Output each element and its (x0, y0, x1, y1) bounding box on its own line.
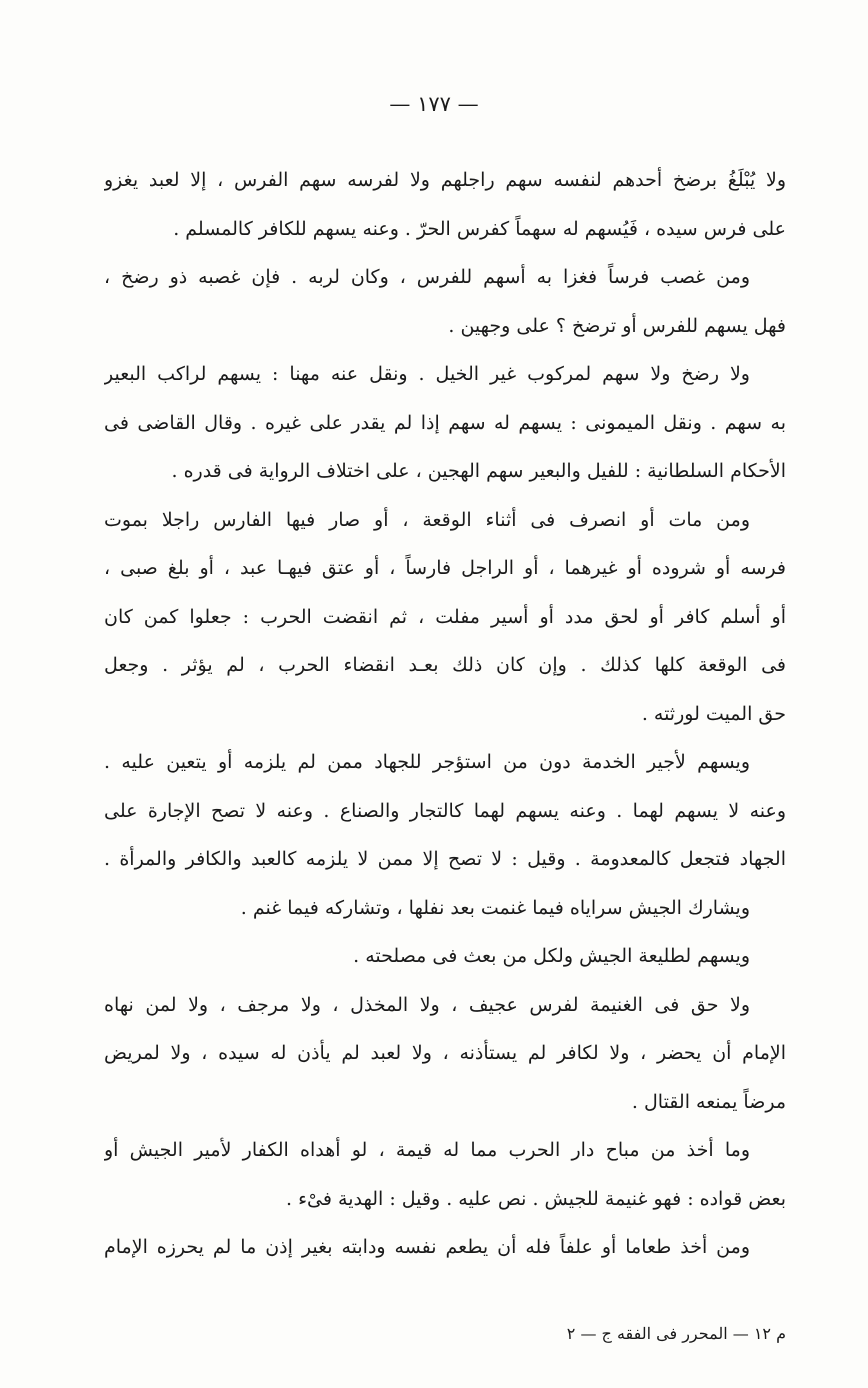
text-line: ولا يُبْلَغُ برضخ أحدهم لنفسه سهم راجلهم ولا لفرسه سهم الفرس ، إلا لعبد يغزو (104, 169, 786, 191)
text-line: ويشارك الجيش سراياه فيما غنمت بعد نفلها ، وتشاركه فيما غنم . (240, 896, 750, 919)
text-line: فى الوقعة كلها كذلك . وإن كان ذلك بعـد انقضاء الحرب ، لم يؤثر . وجعل (104, 654, 786, 676)
text-line: أو أسلم كافر أو لحق مدد أو أسير مفلت ، ثم انقضت الحرب : جعلوا كمن كان (104, 605, 786, 628)
body-text (104, 156, 786, 1272)
text-line: ومن مات أو انصرف فى أثناء الوقعة ، أو صار فيها الفارس راجلا بموت (104, 508, 750, 531)
text-line: بعض قواده : فهو غنيمة للجيش . نص عليه . وقيل : الهدية فىْء . (286, 1187, 786, 1210)
text-line: ويسهم لطليعة الجيش ولكل من بعث فى مصلحته . (353, 945, 750, 967)
text-line: حق الميت لورثته . (641, 702, 786, 725)
text-line: الأحكام السلطانية : للفيل والبعير سهم الهجين ، على اختلاف الرواية فى قدره . (171, 460, 786, 482)
text-line: به سهم . ونقل الميمونى : يسهم له سهم إذا لم يقدر على غيره . وقال القاضى فى (104, 411, 786, 434)
text-line: وما أخذ من مباح دار الحرب مما له قيمة ، لو أهداه الكفار لأمير الجيش أو (104, 1139, 751, 1161)
text-line: ومن أخذ طعاما أو علفاً فله أن يطعم نفسه ودابته بغير إذن ما لم يحرزه الإمام (104, 1236, 750, 1258)
text-line: ولا رضخ ولا سهم لمركوب غير الخيل . ونقل عنه مهنا : يسهم لراكب البعير (104, 363, 750, 385)
text-line: ومن غصب فرساً فغزا به أسهم للفرس ، وكان لربه . فإن غصبه ذو رضخ ، (104, 266, 750, 288)
text-line: ويسهم لأجير الخدمة دون من استؤجر للجهاد ممن لم يلزمه أو يتعين عليه . (104, 751, 750, 773)
text-line: فرسه أو شروده أو غيرهما ، أو الراجل فارساً ، أو عتق فيهـا عبد ، أو بلغ صبى ، (104, 557, 786, 579)
text-line: مرضاً يمنعه القتال . (631, 1090, 786, 1113)
text-line: وعنه لا يسهم لهما . وعنه يسهم لهما كالتجار والصناع . وعنه لا تصح الإجارة على (104, 799, 786, 822)
text-line: الجهاد فتجعل كالمعدومة . وقيل : لا تصح إلا ممن لا يلزمه كالعبد والكافر والمرأة . (104, 848, 786, 870)
page-number: — ١٧٧ — (389, 92, 479, 116)
text-line: فهل يسهم للفرس أو ترضخ ؟ على وجهين . (448, 314, 786, 337)
text-line: الإمام أن يحضر ، ولا لكافر لم يستأذنه ، ولا لعبد لم يأذن له سيده ، ولا لمريض (104, 1042, 786, 1064)
text-line: على فرس سيده ، فَيُسهم له سهماً كفرس الحرّ . وعنه يسهم للكافر كالمسلم . (173, 217, 786, 240)
text-line: ولا حق فى الغنيمة لفرس عجيف ، ولا المخذل ، ولا مرجف ، ولا لمن نهاه (104, 993, 750, 1016)
page-footer: م ١٢ — المحرر فى الفقه ج — ٢ (566, 1324, 786, 1343)
